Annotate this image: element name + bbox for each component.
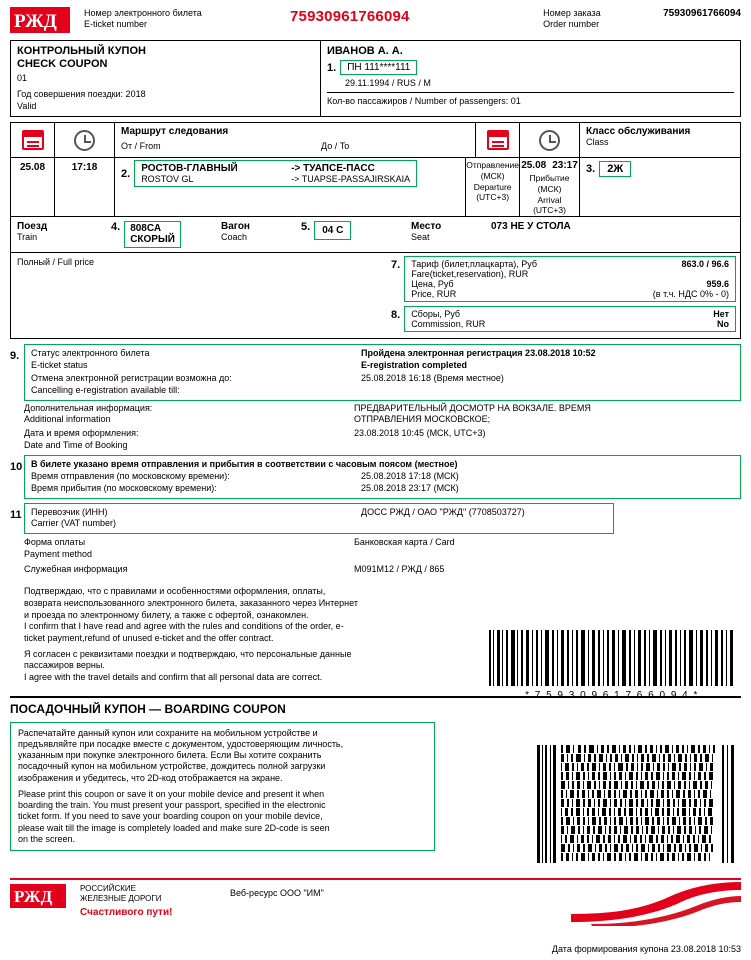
train-number: 808СА [130,222,162,234]
coach-label-ru: Вагон [221,220,250,232]
confirm-ru-2: возврата неиспользованного электронного билета, заказанного через Интернет [24,597,358,608]
payment-value: Банковская карта / Card [354,537,455,548]
departure-caption [466,158,520,216]
arrival-caption-utc: (UTC+3) [533,205,566,216]
route-to-label: До / To [321,141,350,152]
barcode-2d-image [537,745,737,863]
train-label-en: Train [17,231,38,242]
addinfo-label-en: Additional information [24,414,111,425]
booking-value: 23.08.2018 10:45 (МСК, UTC+3) [354,427,486,438]
price-label-en: Price, RUR [411,288,457,299]
seat-value: 073 НЕ У СТОЛА [491,220,571,232]
station-to-ru: -> ТУАПСЕ-ПАСС [291,163,375,175]
status-value-en: E-registration completed [361,359,468,370]
arrival-calendar-cell [476,123,520,157]
tariff-value: 863.0 / 96.6 [681,258,729,269]
boarding-coupon-title: ПОСАДОЧНЫЙ КУПОН — BOARDING COUPON [10,701,286,716]
addinfo-value-2: ОТПРАВЛЕНИЯ МОСКОВСКОЕ; [354,414,491,425]
train-label-ru: Поезд [17,220,48,232]
stations-cell [115,158,466,216]
carrier-row [10,503,741,534]
full-price-label: Полный / Full price [17,256,95,267]
departure-caption-en: Departure [473,181,512,192]
carrier-label-en: Carrier (VAT number) [31,518,117,529]
confirm-ru-4: Я согласен с реквизитами поездки и подтверждаю, что персональные данные [24,648,352,659]
footer-web-resource: Веб-ресурс ООО "ИМ" [230,888,324,898]
footer-generated-date: Дата формирования купона 23.08.2018 10:53 [551,944,741,954]
carrier-green-box [24,503,614,534]
eticket-label-ru: Номер электронного билета [84,8,202,18]
status-value-ru: Пройдена электронная регистрация 23.08.2018 10:52 [361,347,596,358]
arrival-time: 23:17 [552,160,578,172]
order-number-block [543,6,741,31]
boarding-en-1: Please print this coupon or save it on your mobile device and present it when [18,788,325,799]
clock-icon [74,130,95,151]
check-coupon-box [10,40,741,117]
route-values-row [11,157,740,216]
departure-date: 25.08 [11,158,55,216]
commission-label-en: Commission, RUR [411,318,486,329]
price-label-ru: Цена, Руб [411,278,454,289]
boarding-en-5: on the screen. [18,833,76,844]
svg-text:РЖД: РЖД [14,11,57,32]
station-from-en: ROSTOV GL [141,174,194,185]
footer-row [10,878,741,930]
eticket-number-labels [80,6,290,31]
booking-label-en: Date and Time of Booking [24,439,128,450]
swoosh-icon [571,880,741,926]
addinfo-label-ru: Дополнительная информация: [24,402,153,413]
passenger-name: ИВАНОВ А. А. [327,45,403,57]
payment-block [10,537,741,576]
class-heading-cell [580,123,740,157]
coupon-number: 01 [17,73,28,84]
order-label-en: Order number [543,19,600,30]
fare-values-cell [391,253,740,338]
station-from-ru: РОСТОВ-ГЛАВНЫЙ [141,163,238,175]
passenger-block [320,41,740,116]
marker-9: 9. [10,349,20,362]
stations-green-box [134,160,417,187]
departure-clock-cell [55,123,115,157]
marker-8: 8. [391,308,401,321]
commission-value-en: No [717,318,729,329]
service-value: M091M12 / РЖД / 865 [354,564,445,575]
calendar-icon-arrival [487,130,509,150]
full-price-label-cell [11,253,391,338]
confirm-ru-5: пассажиров верны. [24,660,105,671]
calendar-icon [22,130,44,150]
barcode-1d [487,630,737,701]
confirm-ru-3: и проезда по электронному билету, а также с офертой, ознакомлен. [24,609,309,620]
route-box [10,122,741,339]
tariff-label-en: Fare(ticket,reservation), RUR [411,268,529,279]
rzd-logo-icon [10,6,80,36]
footer-rzd-line1: РОССИЙСКИЕ [80,884,136,893]
tz-departure-label: Время отправления (по московскому времени): [31,471,230,482]
class-label-en: Class [586,137,609,148]
eticket-number-value: 75930961766094 [290,8,410,25]
status-label-ru: Статус электронного билета [31,347,150,358]
boarding-ru-3: указанным при покупке электронного билета. Если Вы хотите сохранить [18,750,322,761]
tz-departure-value: 25.08.2018 17:18 (МСК) [361,471,459,482]
fare-green-box [404,256,736,302]
arrival-date-time [520,158,580,216]
coach-label-en: Coach [221,231,248,242]
service-label: Служебная информация [24,564,128,575]
coach-value: 04 С [314,221,351,241]
marker-2: 2. [121,168,131,181]
order-number-value: 75930961766094 [663,8,741,19]
route-title: Маршрут следования [121,126,229,138]
departure-calendar-cell [11,123,55,157]
coupon-title-en: CHECK COUPON [17,57,108,70]
seat-label-ru: Место [411,220,442,232]
train-type: СКОРЫЙ [130,234,175,246]
marker-11: 11 [10,508,22,521]
document-footer [10,878,741,954]
class-value-cell [580,158,740,216]
marker-5: 5. [301,220,311,233]
commission-green-box [404,306,736,332]
cancel-value: 25.08.2018 16:18 (Время местное) [361,373,504,384]
timezone-green-box [24,455,741,498]
route-icons-row [11,123,740,157]
boarding-instructions-box [10,722,435,852]
class-label-ru: Класс обслуживания [586,126,691,138]
document-header [10,6,741,40]
train-number-box [124,221,181,248]
footer-rzd-name [80,884,230,919]
seat-label-en: Seat [411,231,430,242]
train-row [11,216,740,252]
boarding-ru-5: изображения и убедитесь, что 2D-код отображается на экране. [18,772,283,783]
tz-arrival-value: 25.08.2018 23:17 (МСК) [361,483,459,494]
order-label-ru: Номер заказа [543,8,601,18]
class-value: 2Ж [599,161,631,177]
commission-value-ru: Нет [713,308,729,319]
status-label-en: E-ticket status [31,359,88,370]
carrier-value: ДОСС РЖД / ОАО "РЖД" (7708503727) [361,506,525,517]
marker-3: 3. [586,163,596,176]
arrival-date: 25.08 [521,160,547,172]
departure-caption-ru: Отправление [466,160,519,171]
commission-label-ru: Сборы, Руб [411,308,461,319]
status-green-box [24,344,741,401]
footer-rzd-line2: ЖЕЛЕЗНЫЕ ДОРОГИ [80,893,162,903]
eticket-label-en: E-ticket number [84,19,148,30]
coupon-header-row [11,41,740,116]
tz-arrival-label: Время прибытия (по московскому времени): [31,483,217,494]
coupon-title-block [11,41,320,116]
arrival-caption-ru: Прибытие [529,173,570,184]
payment-label-en: Payment method [24,548,93,559]
barcode-number-text: * 7 5 9 3 0 9 6 1 7 6 6 0 9 4 * [525,690,699,701]
booking-label-ru: Дата и время оформления: [24,427,139,438]
cancel-label-ru: Отмена электронной регистрации возможна до: [31,373,232,384]
timezone-row [10,455,741,498]
passengers-count: Кол-во пассажиров / Number of passengers: 01 [327,92,734,106]
carrier-label-ru: Перевозчик (ИНН) [31,506,108,517]
route-headings [115,123,476,157]
boarding-ru-1: Распечатайте данный купон или сохраните на мобильном устройстве и [18,727,318,738]
coupon-valid-ru: Год совершения поездки: 2018 [17,88,146,99]
confirm-en-1: I confirm that I have read and agree with the rules and conditions of the order, e- [24,621,344,632]
status-row [10,344,741,401]
departure-caption-tz: (МСК) [480,170,505,181]
arrival-caption-tz: (МСК) [537,183,562,194]
additional-info-block [10,403,741,452]
boarding-ru-4: посадочный купон на мобильном устройстве, дождитесь полной загрузки [18,761,326,772]
route-from-label: От / From [121,141,161,152]
arrival-caption-en: Arrival [537,194,562,205]
departure-time: 17:18 [55,158,115,216]
passenger-birth: 29.11.1994 / RUS / M [345,78,431,88]
marker-4: 4. [111,220,121,233]
vat-note: (в т.ч. НДС 0% - 0) [652,288,729,299]
confirm-en-3: I agree with the travel details and confirm that all personal data are correct. [24,671,323,682]
rzd-logo-footer-icon [10,884,80,912]
confirmation-text [10,586,460,684]
barcode-2d [537,745,737,863]
boarding-en-4: please wait till the image is completely loaded and make sure 2D-code is seen [18,822,330,833]
arrival-clock-cell [520,123,580,157]
payment-label-ru: Форма оплаты [24,537,86,548]
cancel-label-en: Cancelling e-registration available till: [31,384,180,395]
departure-caption-utc: (UTC+3) [476,192,510,203]
boarding-en-3: ticket form. If you need to save your boarding coupon on your mobile device, [18,811,323,822]
passenger-document: ПН 111****111 [340,60,417,75]
svg-text:РЖД: РЖД [14,887,53,906]
boarding-en-2: boarding the train. You must present your passport, specified in the electronic [18,800,326,811]
boarding-ru-2: предъявляйте при посадке вместе с документом, удостоверяющим личность, [18,738,344,749]
timezone-title: В билете указано время отправления и прибытия в соответствии с часовым поясом (местное) [31,459,458,470]
footer-swoosh-area [460,884,741,930]
confirm-ru-1: Подтверждаю, что с правилами и особенностями оформления, оплаты, [24,586,326,597]
coupon-valid-en: Valid [17,100,37,111]
fare-row [11,252,740,338]
price-value: 959.6 [706,278,729,289]
coupon-title-ru: КОНТРОЛЬНЫЙ КУПОН [17,45,146,57]
addinfo-value-1: ПРЕДВАРИТЕЛЬНЫЙ ДОСМОТР НА ВОКЗАЛЕ. ВРЕМЯ [354,402,591,413]
footer-happy-trip: Счастливого пути! [80,907,173,919]
marker-7: 7. [391,258,401,271]
barcode-1d-image [487,630,737,686]
confirm-en-2: ticket payment,refund of unused e-ticket and the offer contract. [24,632,274,643]
marker-1: 1. [327,61,337,74]
station-to-en: -> TUAPSE-PASSAJIRSKAIA [291,174,411,185]
tariff-label-ru: Тариф (билет,плацкарта), Руб [411,258,538,269]
clock-icon-arrival [539,130,560,151]
marker-10: 10 [10,461,23,474]
